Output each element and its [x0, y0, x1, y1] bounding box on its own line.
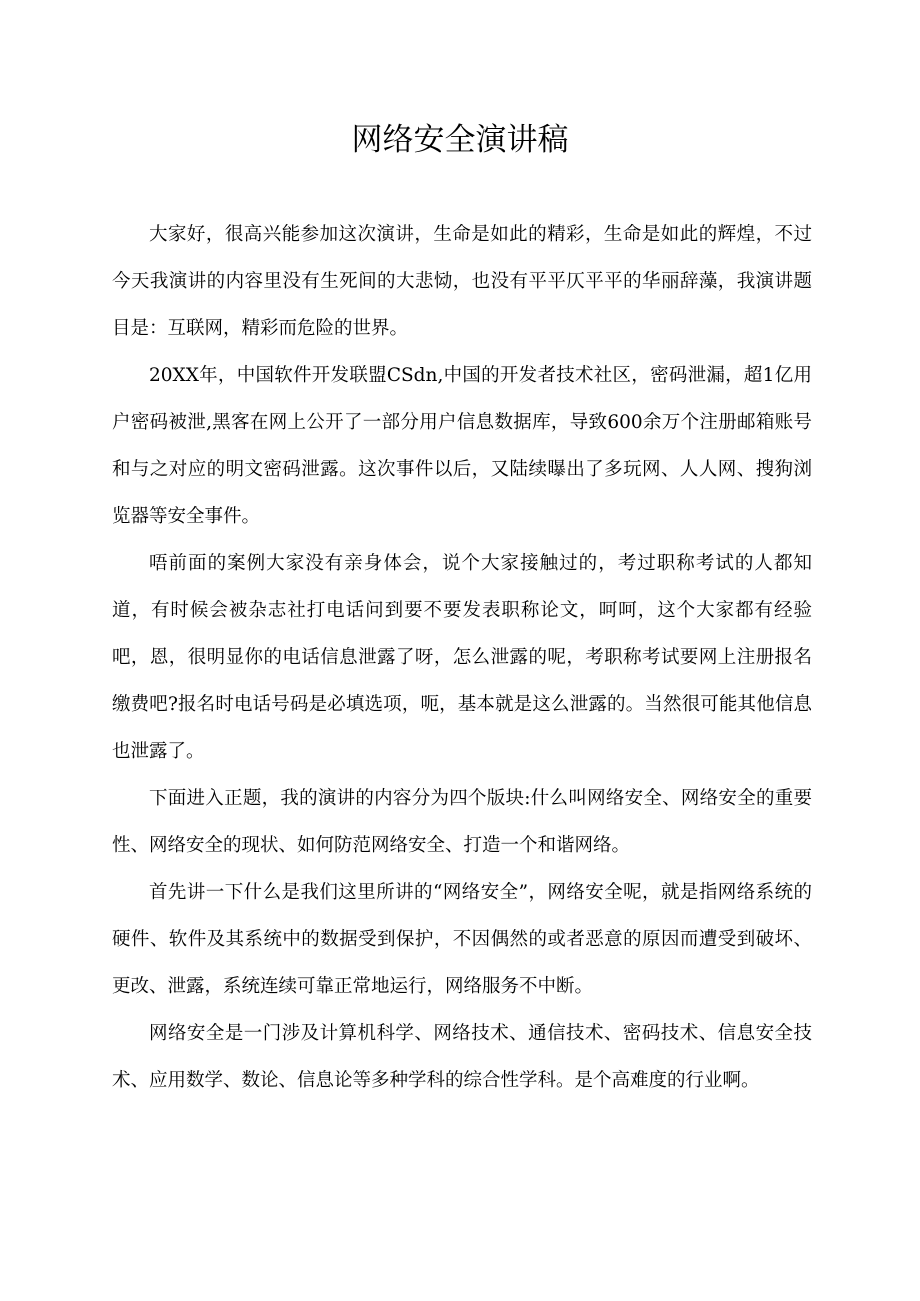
document-body: [112, 211, 812, 1104]
paragraph: 20XX年，中国软件开发联盟CSdn,中国的开发者技术社区，密码泄漏，超1亿用户密码被泄,黑客在网上公开了一部分用户信息数据库，导致600余万个注册邮箱账号和与之对应的明文密码泄露。这次事件以后，又陆续曝出了多玩网、人人网、搜狗浏览器等安全事件。: [112, 365, 812, 527]
paragraph: 首先讲一下什么是我们这里所讲的“网络安全”，网络安全呢，就是指网络系统的硬件、软件及其系统中的数据受到保护，不因偶然的或者恶意的原因而遭受到破坏、更改、泄露，系统连续可靠正常地运行，网络服务不中断。: [112, 882, 812, 997]
paragraph: 网络安全是一门涉及计算机科学、网络技术、通信技术、密码技术、信息安全技术、应用数学、数论、信息论等多种学科的综合性学科。是个高难度的行业啊。: [112, 1023, 812, 1091]
document-title: 网络安全演讲稿: [351, 122, 569, 158]
paragraph: 大家好，很高兴能参加这次演讲，生命是如此的精彩，生命是如此的辉煌，不过今天我演讲的内容里没有生死间的大悲恸，也没有平平仄平平的华丽辞藻，我演讲题目是：互联网，精彩而危险的世界。: [112, 224, 812, 339]
paragraph: 唔前面的案例大家没有亲身体会，说个大家接触过的，考过职称考试的人都知道，有时候会被杂志社打电话问到要不要发表职称论文，呵呵，这个大家都有经验吧，恩，很明显你的电话信息泄露了呀，怎么泄露的呢，考职称考试要网上注册报名缴费吧?报名时电话号码是必填选项，呃，基本就是这么泄露的。当然很可能其他信息也泄露了。: [112, 553, 812, 762]
paragraph: 下面进入正题，我的演讲的内容分为四个版块:什么叫网络安全、网络安全的重要性、网络安全的现状、如何防范网络安全、打造一个和谐网络。: [112, 788, 812, 856]
